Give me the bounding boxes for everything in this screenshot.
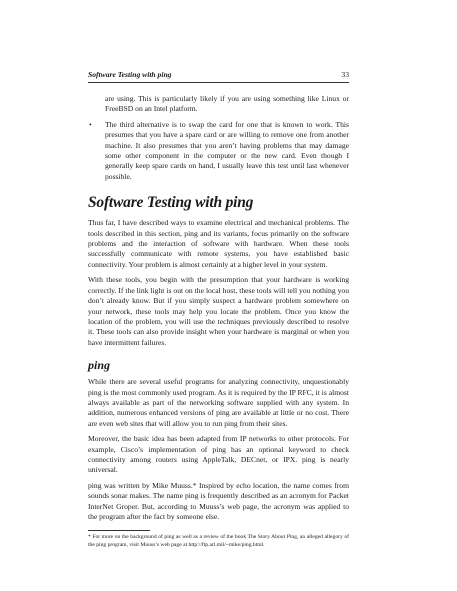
- subsection-heading: ping: [88, 358, 111, 373]
- section-paragraph-1: Thus far, I have described ways to examine electrical and mechanical problems. The tools described in this section, ping and its variants, focus primarily on the software problems and the interaction of software with hardware. When these tools successfully communicate with remote systems, you have established basic connectivity. Your problem is almost certainly at a higher level in your system.: [88, 218, 349, 269]
- bullet-text: The third alternative is to swap the card for one that is known to work. This presumes that you have a spare card or are willing to remove one from another machine. It also presumes that you aren’t having problems that may damage some other component in the computer or the new card. Even though I generally keep spare cards on hand, I usually leave this test until last whenever possible.: [105, 119, 349, 181]
- running-header: [88, 70, 349, 79]
- bullet-item: [88, 120, 349, 182]
- running-title: Software Testing with ping: [88, 70, 172, 79]
- section-paragraph-2: With these tools, you begin with the presumption that your hardware is working correctly. If the link light is out on the local host, these tools will tell you nothing you don’t already know. But if you simply suspect a hardware problem somewhere on your network, these tools may help you locate the problem. Once you know the location of the problem, you will use the techniques previously described to resolve it. These tools can also provide insight when your hardware is marginal or when you have intermittent failures.: [88, 275, 349, 347]
- footnote: * For more on the background of ping as well as a review of the book The Story About Ping, an alleged allegory of the ping program, visit Muuss’s web page at http://ftp.arl.mil/~mike/ping.html.: [88, 534, 349, 548]
- header-rule: [88, 82, 349, 83]
- page-number: 33: [341, 70, 349, 79]
- subsection-paragraph-1: While there are several useful programs for analyzing connectivity, unquestionably ping is the most commonly used program. As it is required by the IP RFC, it is almost always available as part of the networking software supplied with any system. In addition, numerous enhanced versions of ping are available at little or no cost. There are even web sites that will allow you to run ping from their sites.: [88, 377, 349, 428]
- continuation-paragraph: are using. This is particularly likely if you are using something like Linux or FreeBSD on an Intel platform.: [105, 94, 349, 114]
- bullet-icon: •: [89, 119, 92, 129]
- page-content: [88, 94, 349, 549]
- subsection-paragraph-2: Moreover, the basic idea has been adapted from IP networks to other protocols. For example, Cisco’s implementation of ping has an optional keyword to check connectivity among routers using AppleTalk, DECnet, or IPX. ping is nearly universal.: [88, 434, 349, 475]
- section-heading: Software Testing with ping: [88, 194, 254, 212]
- subsection-paragraph-3: ping was written by Mike Muuss.* Inspired by echo location, the name comes from sounds sonar makes. The name ping is frequently described as an acronym for Packet InterNet Groper. But, according to Muuss’s web page, the acronym was applied to the program after the fact by someone else.: [88, 480, 349, 521]
- footnote-rule: [88, 530, 150, 531]
